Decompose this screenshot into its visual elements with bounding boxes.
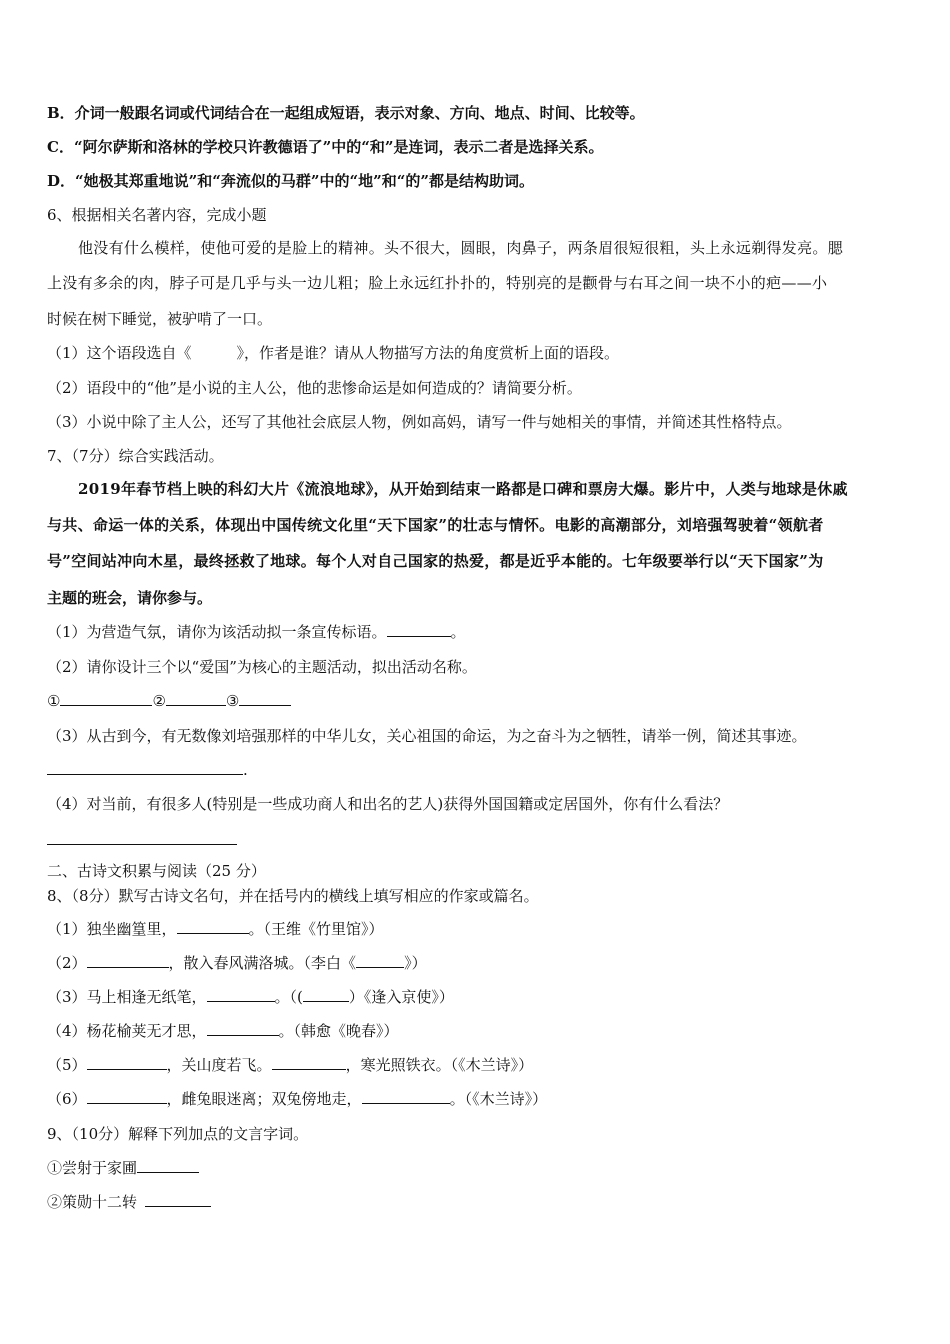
q8-item-2 xyxy=(47,953,427,973)
q8-i3-text: （3）马上相逢无纸笔， xyxy=(47,988,207,1006)
q6-sub2: （2）语段中的“他”是小说的主人公，他的悲惨命运是如何造成的？请简要分析。 xyxy=(47,379,582,397)
activity-blank-3[interactable] xyxy=(239,691,291,706)
marker-3: ③ xyxy=(225,692,240,710)
q8-i1-src: 。（王维《竹里馆》） xyxy=(248,920,384,938)
word-blank[interactable] xyxy=(145,1192,211,1207)
q7-sub3-answer xyxy=(47,760,248,780)
q8-i6-num: （6） xyxy=(47,1090,87,1108)
poem-blank[interactable] xyxy=(207,1021,279,1036)
q8-item-4 xyxy=(47,1021,399,1041)
q8-i2-text: ，散入春风满洛城。（李白《 xyxy=(168,954,357,972)
author-blank[interactable] xyxy=(303,987,349,1002)
q6-passage-line: 时候在树下睡觉，被驴啃了一口。 xyxy=(47,310,273,328)
q7-activity-blanks xyxy=(47,691,291,711)
q7-passage-line: 主题的班会，请你参与。 xyxy=(47,589,213,607)
slogan-blank[interactable] xyxy=(387,622,451,637)
poem-blank[interactable] xyxy=(362,1089,450,1104)
q9-i1-text: ①尝射于家圃 xyxy=(47,1159,138,1177)
word-blank[interactable] xyxy=(137,1158,199,1173)
section-2-title: 二、古诗文积累与阅读（25 分） xyxy=(47,862,266,880)
q7-sub2: （2）请你设计三个以“爱国”为核心的主题活动，拟出活动名称。 xyxy=(47,658,477,676)
poem-blank[interactable] xyxy=(177,919,249,934)
poem-blank[interactable] xyxy=(87,953,169,968)
q7-sub4: （4）对当前，有很多人(特别是一些成功商人和出名的艺人)获得外国国籍或定居国外，你有什么看法？ xyxy=(47,795,729,813)
q7-sub3-end: . xyxy=(243,761,248,779)
q9-i2-text: ②策勋十二转 xyxy=(47,1193,138,1211)
q8-item-1 xyxy=(47,919,384,939)
poem-blank[interactable] xyxy=(272,1055,346,1070)
q8-i4-text: （4）杨花榆荚无才思， xyxy=(47,1022,207,1040)
q8-i3-mid: 。（( xyxy=(274,988,303,1006)
activity-blank-1[interactable] xyxy=(60,691,152,706)
story-answer-line[interactable] xyxy=(47,760,243,775)
opinion-answer-line[interactable] xyxy=(47,844,237,845)
activity-blank-2[interactable] xyxy=(166,691,226,706)
marker-1: ① xyxy=(47,692,61,710)
q7-sub1-text: （1）为营造气氛，请你为该活动拟一条宣传标语。 xyxy=(47,623,387,641)
q8-i6-end: 。（《木兰诗》） xyxy=(449,1090,548,1108)
title-blank[interactable] xyxy=(356,953,404,968)
option-b: B．介词一般跟名词或代词结合在一起组成短语，表示对象、方向、地点、时间、比较等。 xyxy=(47,104,645,122)
q7-passage-line: 号”空间站冲向木星，最终拯救了地球。每个人对自己国家的热爱，都是近乎本能的。七年级要举行以“天下国家”为 xyxy=(47,552,824,570)
q8-i4-src: 。（韩愈《晚春》） xyxy=(278,1022,399,1040)
q6-passage-line: 他没有什么模样，使他可爱的是脸上的精神。头不很大，圆眼，肉鼻子，两条眉很短很粗，头上永远剃得发亮。腮 xyxy=(78,239,844,257)
q8-i6-text: ，雌兔眼迷离；双兔傍地走， xyxy=(166,1090,362,1108)
q9-title: 9、（10分）解释下列加点的文言字词。 xyxy=(47,1125,309,1143)
q8-i3-end: ）《逢入京使》） xyxy=(348,988,454,1006)
poem-blank[interactable] xyxy=(207,987,275,1002)
q6-sub3: （3）小说中除了主人公，还写了其他社会底层人物，例如高妈，请写一件与她相关的事情，并简述其性格特点。 xyxy=(47,413,792,431)
q7-passage-line: 与共、命运一体的关系，体现出中国传统文化里“天下国家”的壮志与情怀。电影的高潮部分，刘培强驾驶着“领航者 xyxy=(47,516,824,534)
q7-sub1-end: 。 xyxy=(450,623,466,641)
q8-i1-text: （1）独坐幽篁里， xyxy=(47,920,177,938)
q8-i2-end: 》） xyxy=(404,954,427,972)
q7-title: 7、（7分）综合实践活动。 xyxy=(47,447,224,465)
q9-item-2 xyxy=(47,1192,211,1212)
q6-title: 6、根据相关名著内容，完成小题 xyxy=(47,206,267,224)
q7-sub3: （3）从古到今，有无数像刘培强那样的中华儿女，关心祖国的命运，为之奋斗为之牺牲，请举一例，简述其事迹。 xyxy=(47,727,807,745)
option-d: D．“她极其郑重地说”和“奔流似的马群”中的“地”和“的”都是结构助词。 xyxy=(47,172,535,190)
q6-sub1: （1）这个语段选自《 》，作者是谁？请从人物描写方法的角度赏析上面的语段。 xyxy=(47,344,620,362)
q8-i5-end: ，寒光照铁衣。（《木兰诗》） xyxy=(345,1056,534,1074)
q8-i5-num: （5） xyxy=(47,1056,87,1074)
q8-item-6 xyxy=(47,1089,547,1109)
q8-item-3 xyxy=(47,987,454,1007)
poem-blank[interactable] xyxy=(87,1055,167,1070)
q8-i5-text: ，关山度若飞。 xyxy=(166,1056,272,1074)
q7-sub1 xyxy=(47,622,466,642)
poem-blank[interactable] xyxy=(87,1089,167,1104)
q8-i2-num: （2） xyxy=(47,954,87,972)
q7-passage-line: 2019年春节档上映的科幻大片《流浪地球》，从开始到结束一路都是口碑和票房大爆。影片中，人类与地球是休戚 xyxy=(78,480,848,498)
q8-title: 8、（8分）默写古诗文名句，并在括号内的横线上填写相应的作家或篇名。 xyxy=(47,887,539,905)
q8-item-5 xyxy=(47,1055,533,1075)
q6-passage-line: 上没有多余的肉，脖子可是几乎与头一边儿粗；脸上永远红扑扑的，特别亮的是颧骨与右耳之间一块不小的疤——小 xyxy=(47,274,828,292)
option-c: C．“阿尔萨斯和洛林的学校只许教德语了”中的“和”是连词，表示二者是选择关系。 xyxy=(47,138,604,156)
marker-2: ② xyxy=(152,692,166,710)
q9-item-1 xyxy=(47,1158,199,1178)
